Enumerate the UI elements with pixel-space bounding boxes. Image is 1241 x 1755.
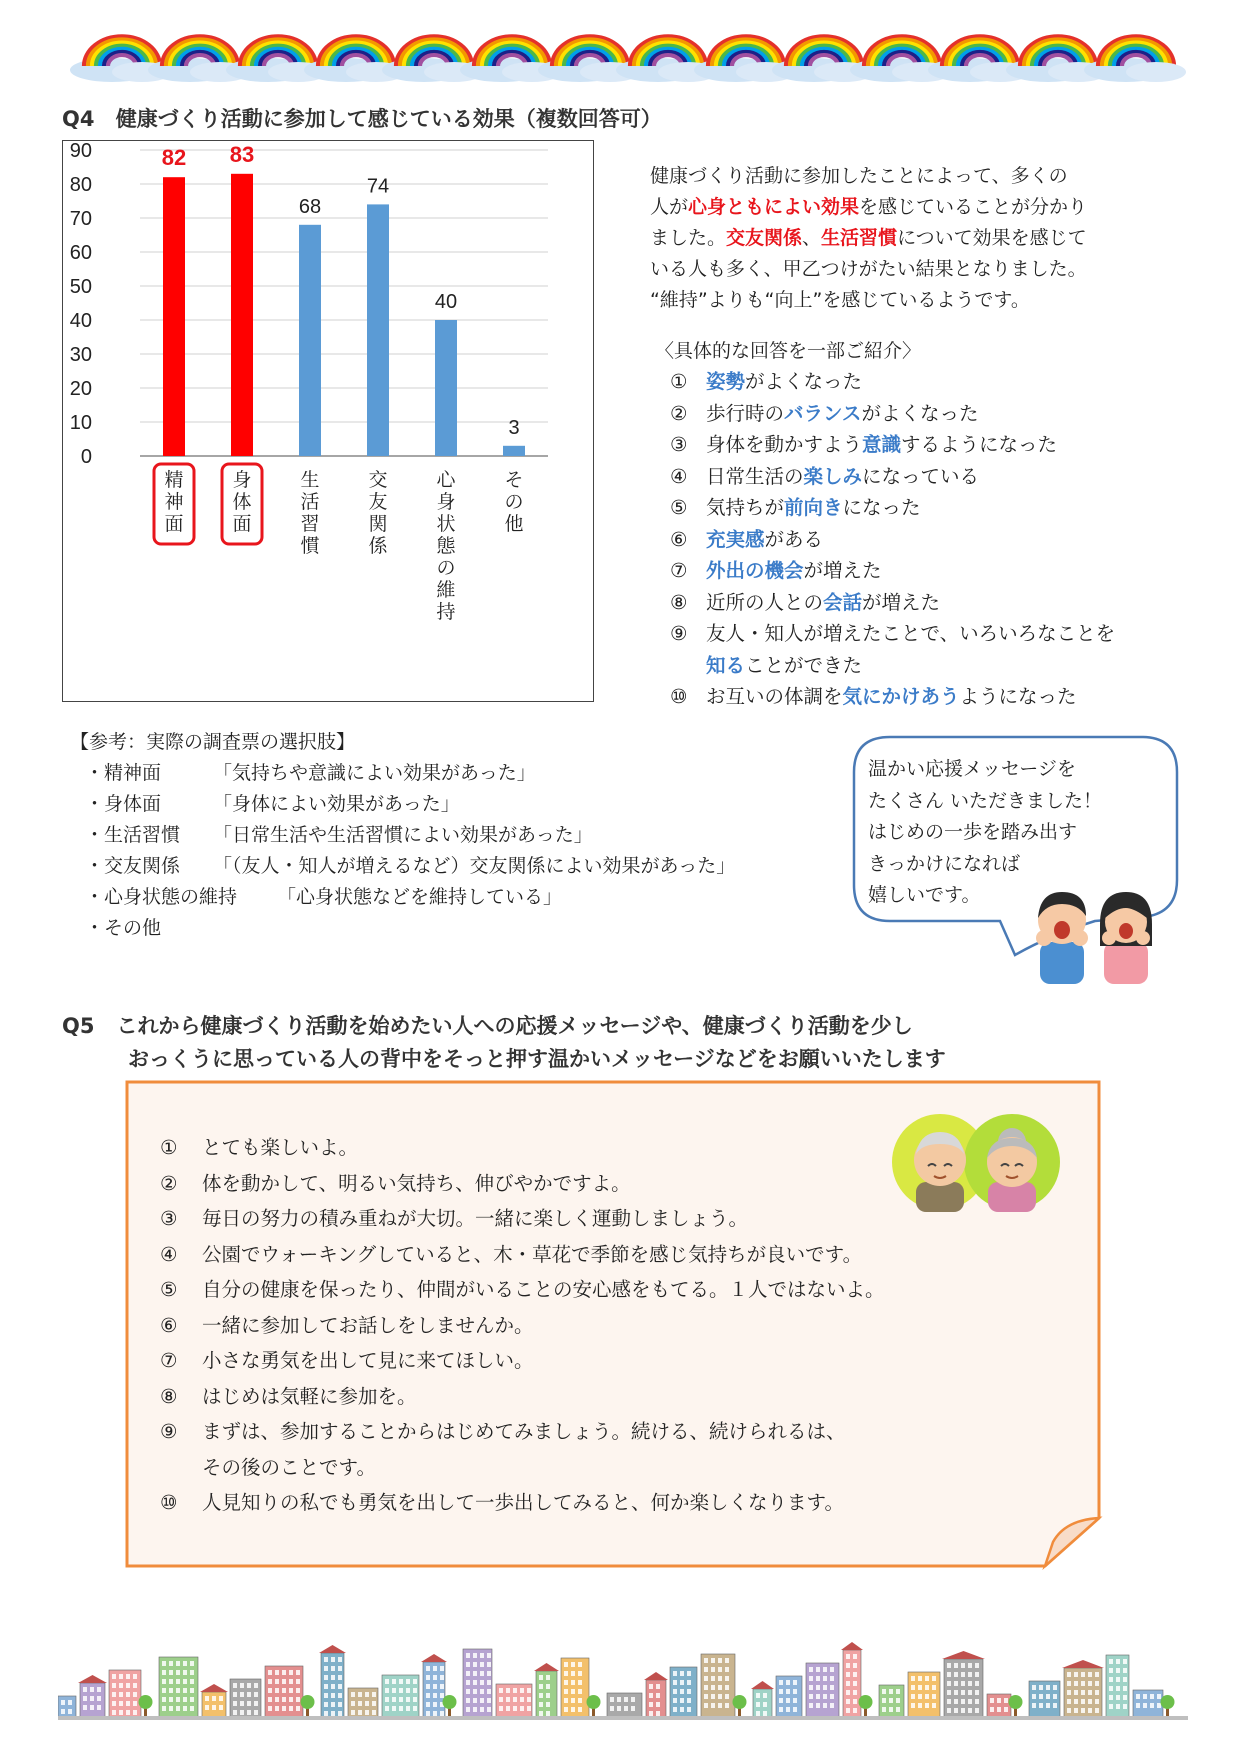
- message-item: [160, 1166, 1020, 1202]
- item-number: ⑩: [670, 685, 688, 708]
- reference-list: [85, 758, 735, 944]
- building-icon: [942, 1651, 985, 1718]
- building-icon: [230, 1679, 261, 1718]
- svg-text:持: 持: [436, 601, 456, 623]
- building-icon: [1029, 1681, 1060, 1718]
- svg-text:友: 友: [368, 491, 388, 513]
- bar: [163, 177, 185, 456]
- text-segment: 近所の人との: [706, 590, 824, 614]
- svg-text:係: 係: [368, 535, 388, 557]
- svg-text:生: 生: [300, 469, 320, 491]
- item-number: ⑥: [160, 1313, 178, 1337]
- q5-number: Q5: [62, 1014, 95, 1038]
- message-item: [160, 1343, 1020, 1379]
- text-segment: お互いの体調を: [706, 685, 843, 708]
- bar: [299, 225, 321, 456]
- highlighted-text: 外出の機会: [706, 559, 804, 582]
- building-icon: [159, 1657, 198, 1718]
- y-tick-label: 30: [69, 344, 92, 366]
- text-segment: がよくなった: [745, 370, 863, 393]
- example-item: [670, 461, 1220, 493]
- item-number: ⑧: [160, 1384, 178, 1408]
- bubble-line: 温かい応援メッセージを: [868, 758, 1076, 780]
- text-segment: 、: [802, 227, 822, 249]
- message-item: [160, 1485, 1020, 1521]
- text-segment: 友人・知人が増えたことで、いろいろなことを: [706, 622, 1116, 645]
- building-icon: [644, 1672, 668, 1718]
- y-tick-label: 20: [69, 378, 92, 400]
- highlighted-text: 会話: [823, 590, 863, 614]
- message-text: とても楽しいよ。: [202, 1136, 359, 1159]
- message-item: [160, 1379, 1020, 1415]
- item-number: ⑤: [160, 1278, 178, 1301]
- q4-number: Q4: [62, 107, 95, 131]
- summary-line: [650, 161, 1210, 192]
- text-segment: がある: [764, 527, 824, 551]
- building-icon: [78, 1675, 107, 1718]
- category-label: [164, 469, 183, 535]
- boy-icon: [1036, 892, 1088, 984]
- svg-text:心: 心: [436, 469, 456, 491]
- reference-row: [85, 758, 735, 789]
- example-item: [670, 398, 1220, 430]
- reference-title: 【参考：実際の調査票の選択肢】: [70, 731, 356, 753]
- item-number: ⑦: [670, 559, 688, 582]
- example-item: [670, 524, 1220, 556]
- text-segment: するようになった: [901, 433, 1058, 456]
- message-item: [160, 1272, 1020, 1308]
- message-text: 体を動かして、明るい気持ち、伸びやかですよ。: [202, 1171, 631, 1195]
- q4-summary: [650, 161, 1210, 316]
- message-item: [160, 1237, 1020, 1273]
- category-label: [300, 469, 320, 557]
- category-label: [436, 469, 456, 623]
- item-number: ②: [160, 1171, 178, 1195]
- item-number: ⑧: [670, 590, 688, 614]
- text-segment: ことができた: [745, 653, 863, 677]
- message-item: [160, 1201, 1020, 1237]
- building-icon: [463, 1649, 492, 1718]
- rainbow-banner: [50, 18, 1200, 88]
- reference-label: ・精神面: [85, 762, 162, 784]
- svg-text:身: 身: [436, 491, 456, 513]
- text-segment: いる人も多く、甲乙つけがたい結果となりました。: [650, 258, 1087, 280]
- svg-text:面: 面: [164, 513, 184, 535]
- building-icon: [382, 1675, 419, 1718]
- reference-text: 「日常生活や生活習慣によい効果があった」: [213, 824, 593, 846]
- item-number: ①: [670, 370, 688, 393]
- building-icon: [421, 1654, 447, 1718]
- building-icon: [701, 1654, 735, 1718]
- item-number: ④: [160, 1242, 178, 1266]
- svg-text:精: 精: [164, 469, 184, 491]
- category-label: [232, 469, 251, 535]
- data-label: 40: [434, 291, 458, 313]
- building-icon: [908, 1672, 940, 1718]
- text-segment: 健康づくり活動に参加したことによって、多くの: [650, 165, 1068, 187]
- bubble-line: たくさん いただきました！: [868, 789, 1103, 812]
- y-tick-label: 50: [69, 276, 92, 298]
- summary-line: [650, 192, 1210, 223]
- building-icon: [806, 1663, 839, 1718]
- bubble-line: 嬉しいです。: [868, 884, 981, 906]
- building-icon: [987, 1694, 1011, 1718]
- y-tick-label: 10: [69, 412, 92, 434]
- data-label: 82: [161, 145, 187, 171]
- building-icon: [319, 1645, 346, 1718]
- message-item: [160, 1308, 1020, 1344]
- reference-label: ・交友関係: [85, 855, 181, 877]
- svg-text:慣: 慣: [300, 535, 320, 557]
- highlighted-text: 交友関係: [726, 227, 803, 249]
- text-segment: 人が: [650, 196, 689, 218]
- bar: [231, 174, 253, 456]
- reference-text: 「身体によい効果があった」: [213, 793, 460, 815]
- data-label: 68: [298, 195, 322, 218]
- reference-text: 「気持ちや意識によい効果があった」: [213, 762, 536, 784]
- building-icon: [496, 1684, 532, 1718]
- item-number: ②: [670, 401, 688, 425]
- text-segment: “維持”よりも“向上”を感じているようです。: [650, 289, 1030, 311]
- building-icon: [841, 1642, 863, 1718]
- q5-message-list: [160, 1130, 1020, 1521]
- svg-text:維: 維: [436, 579, 456, 601]
- q5-title-line1: これから健康づくり活動を始めたい人への応援メッセージや、健康づくり活動を少し: [116, 1014, 913, 1038]
- message-text: 一緒に参加してお話しをしませんか。: [202, 1313, 534, 1337]
- category-label: [368, 469, 388, 557]
- text-segment: が増えた: [803, 559, 882, 582]
- building-icon: [776, 1676, 802, 1718]
- building-icon: [1062, 1660, 1104, 1718]
- example-item: [670, 681, 1220, 713]
- item-number: ④: [670, 464, 688, 488]
- bar: [435, 320, 457, 456]
- svg-text:そ: そ: [504, 469, 524, 491]
- item-number: ⑨: [160, 1420, 178, 1443]
- svg-text:関: 関: [368, 513, 388, 535]
- summary-line: [650, 254, 1210, 285]
- message-item: [160, 1414, 1020, 1450]
- y-tick-label: 80: [69, 174, 92, 196]
- building-icon: [561, 1658, 589, 1718]
- building-icon: [751, 1681, 774, 1718]
- example-item: [670, 587, 1220, 619]
- example-item: [670, 429, 1220, 461]
- message-text: 自分の健康を保ったり、仲間がいることの安心感をもてる。１人ではないよ。: [202, 1278, 885, 1301]
- bubble-line: きっかけになれば: [868, 852, 1021, 875]
- building-icon: [109, 1670, 141, 1718]
- example-item: [670, 650, 1220, 682]
- town-skyline-illustration: [58, 1640, 1188, 1720]
- message-text: まずは、参加することからはじめてみましょう。続ける、続けられるは、: [202, 1420, 846, 1443]
- highlighted-text: 心身ともによい効果: [688, 196, 860, 218]
- reference-label: ・身体面: [85, 793, 162, 815]
- building-icon: [879, 1685, 904, 1718]
- highlighted-text: 楽しみ: [803, 464, 863, 488]
- text-segment: 日常生活の: [706, 464, 804, 488]
- item-number: ⑥: [670, 527, 688, 551]
- message-text: その後のことです。: [202, 1455, 376, 1479]
- text-segment: 気持ちが: [706, 496, 785, 519]
- example-item: [670, 618, 1220, 650]
- svg-text:状: 状: [436, 513, 456, 535]
- message-item: [160, 1450, 1020, 1486]
- reference-row: [85, 913, 735, 944]
- building-icon: [58, 1696, 76, 1718]
- text-segment: がよくなった: [861, 401, 979, 425]
- reference-label: ・生活習慣: [85, 824, 181, 846]
- highlighted-text: 生活習慣: [821, 227, 898, 249]
- q4-heading: [62, 103, 662, 133]
- highlighted-text: 姿勢: [706, 370, 746, 393]
- example-item: [670, 366, 1220, 398]
- item-number: ③: [160, 1207, 178, 1230]
- building-icon: [1106, 1655, 1129, 1718]
- building-icon: [607, 1693, 642, 1718]
- example-item: [670, 492, 1220, 524]
- item-number: ③: [670, 433, 688, 456]
- reference-row: [85, 882, 735, 913]
- text-segment: ました。: [650, 227, 727, 249]
- svg-text:交: 交: [368, 469, 388, 491]
- text-segment: 身体を動かすよう: [706, 433, 863, 456]
- svg-text:の: の: [504, 491, 524, 513]
- text-segment: ようになった: [959, 685, 1077, 708]
- category-label: [504, 469, 523, 535]
- highlighted-text: バランス: [784, 401, 862, 425]
- svg-text:身: 身: [232, 469, 252, 491]
- data-label: 3: [508, 416, 520, 439]
- svg-text:態: 態: [436, 535, 456, 557]
- example-item: [670, 555, 1220, 587]
- q5-heading: [62, 1010, 946, 1076]
- highlighted-text: 意識: [862, 433, 902, 456]
- summary-line: [650, 285, 1210, 316]
- y-tick-label: 0: [80, 446, 92, 468]
- reference-row: [85, 820, 735, 851]
- y-tick-label: 90: [69, 140, 92, 162]
- svg-text:神: 神: [164, 491, 184, 513]
- building-icon: [265, 1666, 303, 1718]
- rainbow-icon: [1084, 36, 1186, 82]
- bar: [367, 204, 389, 456]
- item-number: ⑤: [670, 496, 688, 519]
- y-tick-label: 60: [69, 242, 92, 264]
- text-segment: になった: [842, 496, 921, 519]
- cheering-children-illustration: [1030, 880, 1160, 985]
- reference-text: 「（友人・知人が増えるなど）交友関係によい効果があった」: [213, 855, 736, 877]
- reference-label: ・その他: [85, 917, 162, 939]
- item-number: ⑨: [670, 622, 688, 645]
- svg-text:習: 習: [300, 513, 320, 535]
- y-tick-label: 40: [69, 310, 92, 332]
- item-number: ⑦: [160, 1349, 178, 1372]
- message-item: [160, 1130, 1020, 1166]
- building-icon: [1133, 1690, 1163, 1718]
- message-text: はじめは気軽に参加を。: [202, 1384, 417, 1408]
- building-icon: [348, 1688, 378, 1718]
- highlighted-text: 気にかけあう: [842, 685, 960, 708]
- item-number: ⑩: [160, 1491, 178, 1514]
- svg-text:他: 他: [504, 513, 524, 535]
- q5-title-line2: おっくうに思っている人の背中をそっと押す温かいメッセージなどをお願いいたします: [128, 1047, 946, 1071]
- text-segment: について効果を感じて: [897, 227, 1087, 249]
- data-label: 74: [366, 175, 390, 198]
- svg-text:活: 活: [300, 491, 320, 513]
- data-label: 83: [229, 141, 255, 167]
- reference-row: [85, 789, 735, 820]
- message-text: 公園でウォーキングしていると、木・草花で季節を感じ気持ちが良いです。: [202, 1242, 863, 1266]
- examples-title: 〈具体的な回答を一部ご紹介〉: [655, 340, 922, 362]
- text-segment: を感じていることが分かり: [859, 196, 1088, 218]
- highlighted-text: 充実感: [706, 527, 765, 551]
- text-segment: 歩行時の: [706, 401, 785, 425]
- reference-label: ・心身状態の維持: [85, 886, 238, 908]
- ground-line: [58, 1716, 1188, 1720]
- message-text: 小さな勇気を出して見に来てほしい。: [202, 1349, 534, 1372]
- svg-text:体: 体: [232, 491, 252, 513]
- examples-list: [670, 366, 1220, 713]
- highlighted-text: 知る: [706, 653, 746, 677]
- building-icon: [534, 1663, 559, 1718]
- text-segment: になっている: [862, 464, 980, 488]
- text-segment: が増えた: [862, 590, 941, 614]
- message-text: 毎日の努力の積み重ねが大切。一緒に楽しく運動しましょう。: [202, 1207, 749, 1230]
- q4-bar-chart: [62, 140, 594, 702]
- svg-text:の: の: [436, 557, 456, 579]
- svg-text:面: 面: [232, 513, 252, 535]
- bar: [503, 446, 525, 456]
- building-icon: [200, 1684, 228, 1718]
- girl-icon: [1100, 892, 1152, 984]
- message-text: 人見知りの私でも勇気を出して一歩出してみると、何か楽しくなります。: [202, 1491, 844, 1514]
- reference-row: [85, 851, 735, 882]
- q4-title: 健康づくり活動に参加して感じている効果（複数回答可）: [115, 107, 662, 131]
- highlighted-text: 前向き: [784, 496, 843, 519]
- reference-text: 「心身状態などを維持している」: [271, 886, 563, 908]
- y-tick-label: 70: [69, 208, 92, 230]
- summary-line: [650, 223, 1210, 254]
- item-number: ①: [160, 1136, 178, 1159]
- building-icon: [670, 1667, 697, 1718]
- bubble-line: はじめの一歩を踏み出す: [868, 821, 1078, 843]
